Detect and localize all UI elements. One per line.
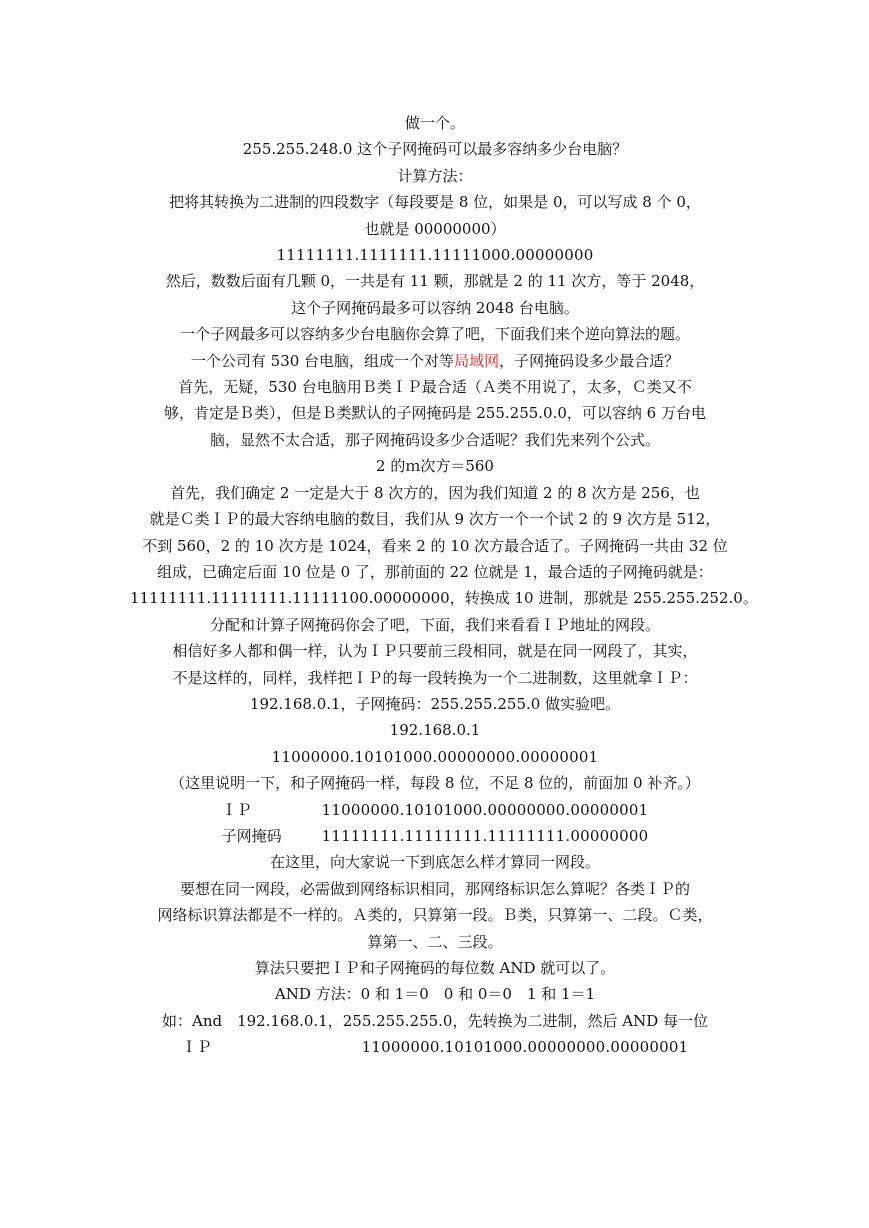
text-line: 相信好多人都和偶一样，认为ＩＰ只要前三段相同，就是在同一网段了，其实， xyxy=(172,642,698,661)
text-line: 也就是 00000000） xyxy=(364,219,506,238)
text-line: 要想在同一网段，必需做到网络标识相同，那网络标识怎么算呢？各类ＩＰ的 xyxy=(179,879,690,898)
text-line: 如：And 192.168.0.1，255.255.255.0，先转换为二进制，然后 AND 每一位 xyxy=(161,1011,708,1030)
text-line: 一个子网最多可以容纳多少台电脑你会算了吧，下面我们来个逆向算法的题。 xyxy=(179,325,690,344)
formula-line: 2 的ｍ次方＝560 xyxy=(376,457,494,476)
text-line: 就是Ｃ类ＩＰ的最大容纳电脑的数目，我们从 9 次方一个一个试 2 的 9 次方是 512， xyxy=(149,510,721,529)
text-line: 分配和计算子网掩码你会了吧，下面，我们来看看ＩＰ地址的网段。 xyxy=(209,615,660,634)
mask-binary-row xyxy=(130,823,740,849)
text-line: 首先，我们确定 2 一定是大于 8 次方的，因为我们知道 2 的 8 次方是 256，也 xyxy=(170,483,700,502)
row-value: 11000000.10101000.00000000.00000001 xyxy=(321,800,649,819)
text-line: 11111111.11111111.11111100.00000000，转换成 10 进制，那就是 255.255.252.0。 xyxy=(130,589,758,608)
text-fragment: ，子网掩码设多少最合适？ xyxy=(499,351,680,370)
text-line: 不是这样的，同样，我样把ＩＰ的每一段转换为一个二进制数，这里就拿ＩＰ： xyxy=(172,668,698,687)
text-line: AND 方法：0 和 1＝0 0 和 0＝0 1 和 1＝1 xyxy=(274,985,596,1004)
text-line xyxy=(130,348,740,374)
document-body xyxy=(130,110,758,1061)
row-value: 11111111.11111111.11111111.00000000 xyxy=(321,826,649,845)
text-line: 计算方法： xyxy=(397,166,473,185)
text-line: 首先，无疑，530 台电脑用Ｂ类ＩＰ最合适（Ａ类不用说了，太多，Ｃ类又不 xyxy=(178,378,692,397)
text-line: （这里说明一下，和子网掩码一样，每段 8 位，不足 8 位的，前面加 0 补齐。） xyxy=(170,774,700,793)
text-line: 脑，显然不太合适，那子网掩码设多少合适呢？我们先来列个公式。 xyxy=(209,430,660,449)
text-line: 255.255.248.0 这个子网掩码可以最多容纳多少台电脑？ xyxy=(242,140,628,159)
text-line: 组成，已确定后面 10 位是 0 了，那前面的 22 位就是 1，最合适的子网掩码就是： xyxy=(157,562,713,581)
row-label: ＩＰ xyxy=(221,800,252,819)
binary-line: 11111111.1111111.11111000.00000000 xyxy=(276,246,594,265)
row-label: 子网掩码 xyxy=(221,826,282,845)
text-line: 这个子网掩码最多可以容纳 2048 台电脑。 xyxy=(291,298,579,317)
text-fragment: 一个公司有 530 台电脑，组成一个对等 xyxy=(190,351,455,370)
row-value: 11000000.10101000.00000000.00000001 xyxy=(361,1038,689,1057)
text-line: 192.168.0.1，子网掩码：255.255.255.0 做实验吧。 xyxy=(249,694,621,713)
ip-line: 192.168.0.1 xyxy=(389,721,481,740)
text-line: 在这里，向大家说一下到底怎么样才算同一网段。 xyxy=(269,853,600,872)
text-line: 不到 560，2 的 10 次方是 1024，看来 2 的 10 次方最合适了。子网掩码一共由 32 位 xyxy=(142,536,728,555)
binary-line: 11000000.10101000.00000000.00000001 xyxy=(271,747,599,766)
lan-link[interactable]: 局域网 xyxy=(454,351,500,370)
text-line: 把将其转换为二进制的四段数字（每段要是 8 位，如果是 0，可以写成 8 个 0， xyxy=(169,193,701,212)
ip-binary-row xyxy=(130,797,740,823)
text-line: 算法只要把ＩＰ和子网掩码的每位数 AND 就可以了。 xyxy=(254,959,616,977)
text-line: 做一个。 xyxy=(404,114,465,132)
text-line: 够，肯定是Ｂ类），但是Ｂ类默认的子网掩码是 255.255.0.0，可以容纳 6 万台电 xyxy=(163,404,706,423)
text-line: 网络标识算法都是不一样的。Ａ类的，只算第一段。Ｂ类，只算第一、二段。Ｃ类， xyxy=(157,906,713,925)
row-label: ＩＰ xyxy=(181,1038,212,1057)
text-line: 算第一、二、三段。 xyxy=(367,932,503,951)
text-line: 然后，数数后面有几颗 0，一共是有 11 颗，那就是 2 的 11 次方，等于 2048， xyxy=(165,272,705,291)
ip-and-row xyxy=(130,1034,740,1060)
